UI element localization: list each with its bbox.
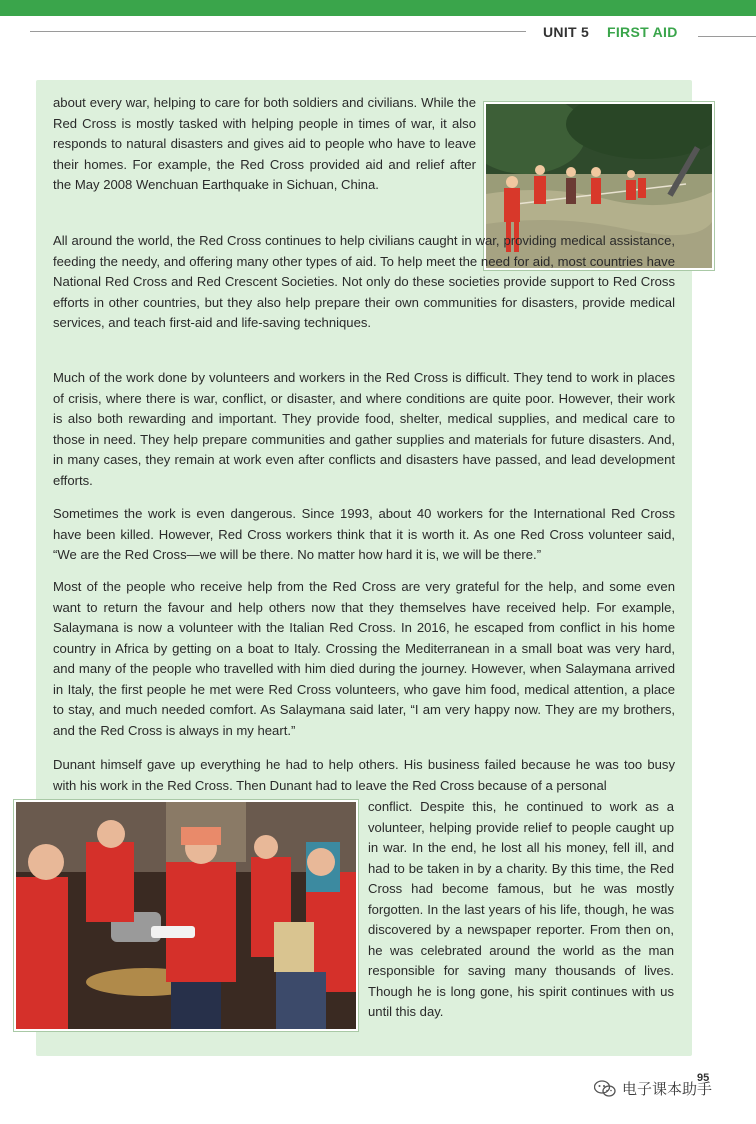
paragraph-6: Dunant himself gave up everything he had to help others. His business failed because he was too busy with his work in the Red Cross. Then Dunant had to leave the Red Cross because of a personal bbox=[53, 757, 675, 793]
paragraph-3: Much of the work done by volunteers and workers in the Red Cross is difficult. They tend to work in places of crisis, where there is war, conflict, or disaster, and where conditions are quite poor. However, their work is also both rewarding and important. They provide food, shelter, medical supplies, and medical care to those in need. They help prepare communities and gather supplies and materials for future disasters. And, in many cases, they remain at work even after conflicts and disasters have passed, and lead development efforts. bbox=[53, 370, 675, 488]
unit-label: UNIT 5 bbox=[543, 24, 590, 40]
unit-title: FIRST AID bbox=[607, 24, 678, 40]
header-rule-right bbox=[698, 36, 756, 37]
page-number: 95 bbox=[697, 1072, 710, 1084]
header-rule-left bbox=[30, 31, 526, 32]
volunteers-photo bbox=[14, 800, 358, 1031]
paragraph-5: Most of the people who receive help from the Red Cross are very grateful for the help, and some even want to return the favour and help others now that they themselves have received help. For example, Salaymana is now a volunteer with the Italian Red Cross. In 2016, he escaped from conflict in his home country in Africa by getting on a boat to Italy. Crossing the Mediterranean in a small boat was very hard, and many of the people who travelled with him died during the journey. However, when Salaymana arrived in Italy, the first people he met were Red Cross volunteers, who gave him food, medical attention, a place to stay, and much needed comfort. As Salaymana said later, “I am very happy now. They are my brothers, and the Red Cross is always in my heart.” bbox=[53, 579, 675, 738]
wechat-icon bbox=[594, 1080, 616, 1098]
paragraph-7: conflict. Despite this, he continued to work as a volunteer, helping provide relief to people caught up in war. In the end, he lost all his money, fell ill, and had to be taken in by a charity. By this time, the Red Cross had become famous, but he was mostly forgotten. In the last years of his life, though, he was discovered by a newspaper reporter. From then on, he was celebrated around the world as the man responsible for saving many thousands of lives. Though he is long gone, his spirit continues with us until this day. bbox=[368, 799, 674, 1019]
watermark bbox=[594, 1078, 712, 1099]
watermark-text: 电子课本助手 bbox=[622, 1081, 713, 1098]
paragraph-1: about every war, helping to care for both soldiers and civilians. While the Red Cross is mostly tasked with helping people in times of war, it also responds to natural disasters and gives aid to people who have to leave their homes. For example, the Red Cross provided aid and relief after the May 2008 Wenchuan Earthquake in Sichuan, China. bbox=[53, 95, 476, 192]
paragraph-2: All around the world, the Red Cross continues to help civilians caught in war, providing medical assistance, feeding the needy, and offering many other types of aid. To help meet the need for aid, most countries have National Red Cross and Red Crescent Societies. Not only do these societies provide support to Red Cross efforts in other countries, but they also help prepare their own communities for disasters, provide medical services, and teach first-aid and life-saving techniques. bbox=[53, 233, 675, 330]
top-color-band bbox=[0, 0, 756, 16]
paragraph-4: Sometimes the work is even dangerous. Since 1993, about 40 workers for the International Red Cross have been killed. However, Red Cross workers think that it is worth it. As one Red Cross volunteer said, “We are the Red Cross—we will be there. No matter how hard it is, we will be there.” bbox=[53, 506, 675, 562]
